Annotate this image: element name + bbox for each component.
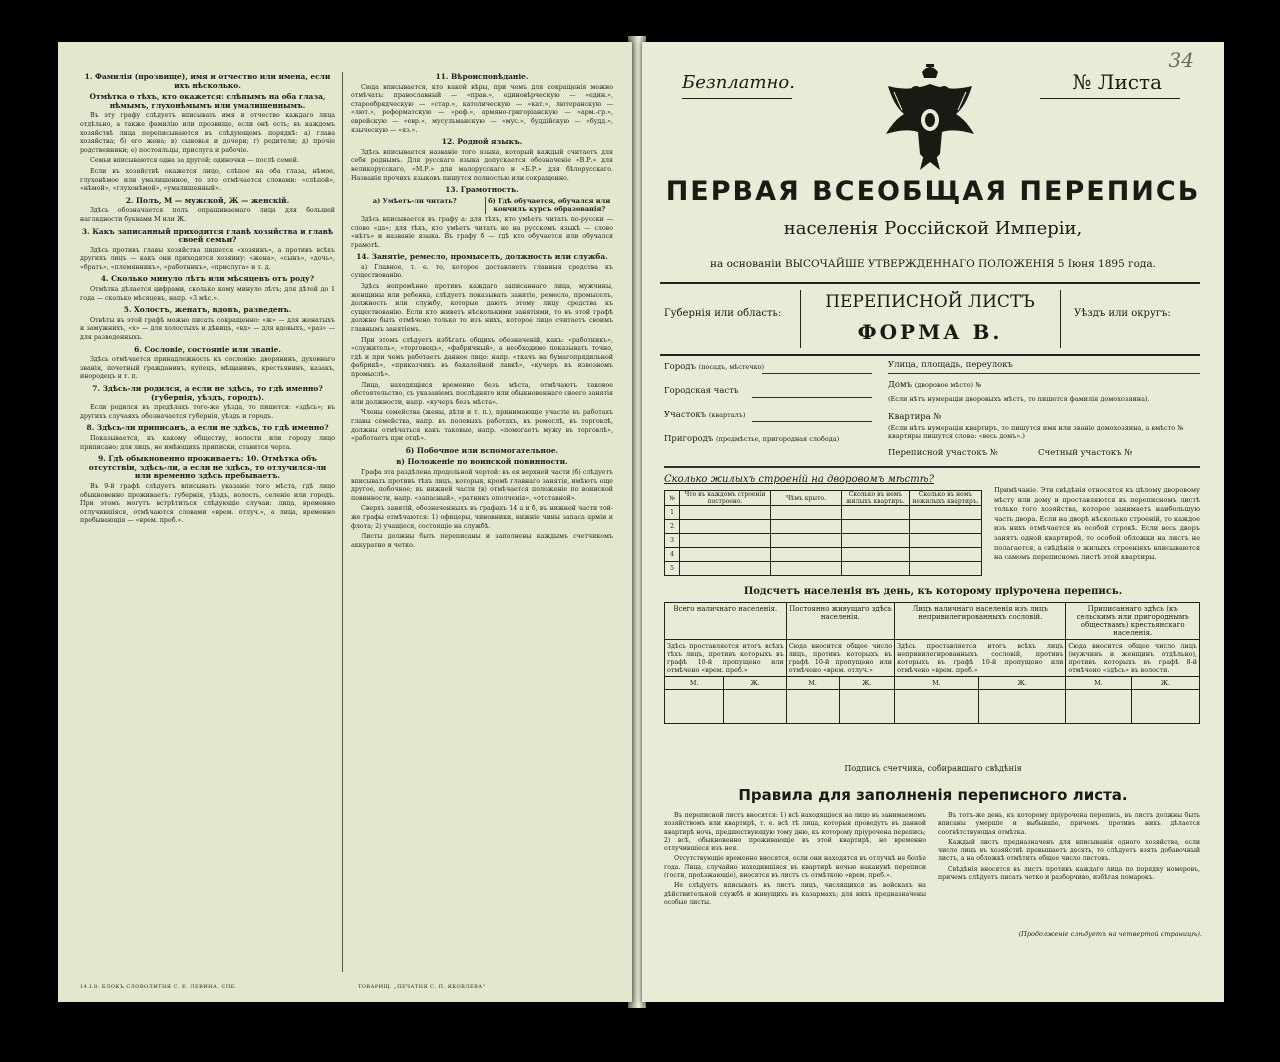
houses-table — [664, 490, 982, 576]
left-column-1 — [80, 70, 335, 528]
male-header: М. — [895, 677, 979, 690]
counting-district-label: Счетный участокъ № — [1038, 448, 1133, 458]
divider — [1040, 98, 1180, 99]
census-district-label: Переписной участокъ № — [888, 448, 998, 458]
printer-imprint-left: 14.I.8. БЛОКЪ СЛОВОЛИТНЯ С. Е. ЛЕВИНА, СПБ. — [80, 984, 237, 990]
male-header: М. — [665, 677, 724, 690]
literacy-subheadings — [351, 197, 613, 214]
imperial-eagle-emblem-icon — [880, 62, 980, 174]
column-header: Приписаннаго здѣсь (къ сельскимъ или пригороднымъ обществамъ) крестьянскаго населенія. — [1066, 603, 1200, 640]
table-row — [665, 640, 1200, 677]
male-header: М. — [786, 677, 839, 690]
table-cell[interactable] — [724, 690, 786, 724]
table-row[interactable] — [665, 548, 982, 562]
houses-table-title: Сколько жилыхъ строеній на дворовомъ мѣстѣ? — [664, 474, 934, 485]
female-header: Ж. — [724, 677, 786, 690]
quarter-hint: (кварталъ) — [708, 411, 746, 419]
counting-district-field[interactable] — [1038, 448, 1132, 458]
column-header: Сколько въ немъ жилыхъ квартиръ. — [842, 491, 910, 506]
paragraph: Листы должны быть переписаны и заполнены каждымъ счетчикомъ аккуратно и четко. — [351, 533, 613, 549]
city-part-label: Городская часть — [664, 386, 739, 396]
paragraph: Сюда вписывается, кто какой вѣры, при чемъ для сокращенія можно отмѣчать: православный — «прав.», единовѣрческую — «един.», старообрядческую — «стар.», католическую — «кат.», лютеранскую — «лют.», реформатскую — «реф.», армяно-григоріанскую — «арм.-гр.», еврейскую — «евр.», мусульманскую — «мус.», буддійскую — «будд.», языческую — «яз.». — [351, 83, 613, 134]
row-number: 5 — [665, 562, 680, 576]
quarter-label: Участокъ — [664, 410, 707, 420]
right-page — [642, 42, 1224, 1002]
table-cell[interactable] — [665, 690, 724, 724]
underline — [762, 373, 872, 374]
paragraph: Въ эту графу слѣдуетъ вписывать имя и отчество каждаго лица отдѣльно, а также фамилію или прозвище, если онѣ есть; въ каждомъ хозяйствѣ лица переписываются въ слѣдующемъ порядкѣ: а) глава хозяйства; б) его жена; в) сыновья и дочери; г) родители; д) прочіе родственники; е) постояльцы, прислуга и рабочіе. — [80, 112, 335, 154]
row-number: 1 — [665, 506, 680, 520]
section-heading: 12. Родной языкъ. — [441, 137, 523, 147]
table-header-row — [665, 603, 1200, 640]
column-header: Что въ каждомъ строеніи построено. — [680, 491, 771, 506]
column-description: Сюда вносится общее число лицъ (мужчинъ и женщинъ отдѣльно), противъ которыхъ въ графѣ 8-й отмѣчено «здѣсь» въ волости. — [1066, 640, 1200, 677]
census-title: ПЕРВАЯ ВСЕОБЩАЯ ПЕРЕПИСЬ — [665, 176, 1201, 207]
underline — [752, 397, 872, 398]
house-note-field — [888, 394, 1200, 404]
houses-note: Примѣчаніе. Эти свѣдѣнія относятся къ цѣлому дворовому мѣсту или дому и проставляются въ переписномъ листѣ только того хозяйства, которое занимаетъ наибольшую часть двора. Если на дворѣ нѣсколько строеній, то каждое изъ нихъ отмѣчается въ особой строкѣ. Если весь дворъ занятъ одной квартирой, то особой обложки на листъ не полагается, а свѣдѣнія о жилыхъ строеніяхъ вписываются на самомъ переписномъ листѣ этой квартиры. — [994, 486, 1200, 562]
apartment-label: Квартира № — [888, 412, 942, 422]
paragraph: Если родился въ предѣлахъ того-же уѣзда, то пишется: «здѣсь»; въ другихъ случаяхъ обозначается губернія, уѣздъ и городъ. — [80, 404, 335, 420]
form-letter: ФОРМА В. — [857, 320, 1003, 344]
province-label: Губернія или область: — [664, 308, 782, 319]
table-row[interactable] — [665, 534, 982, 548]
table-row[interactable] — [665, 506, 982, 520]
table-row[interactable] — [665, 690, 1200, 724]
table-cell[interactable] — [839, 690, 894, 724]
table-row[interactable] — [665, 562, 982, 576]
street-field[interactable] — [888, 360, 1013, 370]
town-field[interactable] — [664, 362, 764, 372]
table-header-row — [665, 491, 982, 506]
divider — [800, 290, 801, 348]
column-header: № — [665, 491, 680, 506]
paragraph: Здѣсь обозначается полъ опрашиваемаго лица для большей наглядности буквами М или Ж. — [80, 207, 335, 223]
suburb-hint: (предмѣстье, пригородная слобода) — [716, 435, 840, 443]
paragraph: Каждый листъ предназначенъ для вписыванія одного хозяйства, если число лицъ въ хозяйствѣ превышаетъ десять, то слѣдуетъ взять добавочный листъ, а на обложкѣ отмѣтить общее число листовъ. — [938, 838, 1200, 863]
rules-title: Правила для заполненія переписного листа. — [738, 786, 1128, 804]
section-heading: б) Побочное или вспомогательное. — [405, 445, 559, 455]
paragraph: Свѣдѣнія вносятся въ листъ противъ каждаго лица по порядку номеровъ, причемъ слѣдуетъ писать четко и разборчиво, избѣгая помарокъ. — [938, 865, 1200, 882]
street-label: Улица, площадь, переулокъ — [888, 360, 1013, 370]
paragraph: Въ переписной листъ вносятся: 1) всѣ находящіеся на лицо въ занимаемомъ хозяйствомъ или квартирѣ, т. е. всѣ тѣ лица, которыя проведутъ въ данной квартирѣ ночь, предшествующую тому дню, къ которому пріурочена перепись; 2) всѣ, обыкновенно проживающіе въ этой квартирѣ, но временно отлучившіеся изъ нея. — [664, 812, 926, 853]
apartment-note-field — [888, 424, 1200, 440]
table-cell[interactable] — [895, 690, 979, 724]
section-subheading: Отмѣтка о тѣхъ, кто окажется: слѣпымъ на оба глаза, нѣмымъ, глухонѣмымъ или умалишеннымъ. — [89, 92, 326, 110]
paragraph: Показывается, къ какому обществу, волости или городу лицо приписано; для лицъ, не имѣющихъ приписки, ставится черта. — [80, 434, 335, 451]
column-header: Чѣмъ крыто. — [771, 491, 842, 506]
paragraph: Сверхъ занятій, обозначенныхъ въ графахъ 14 а и б, въ нижней части той-же графы отмѣчаются: 1) офицеры, чиновники, нижніе чины запаса армiи и флота; 2) учащіеся, состоящіе на службѣ. — [351, 505, 613, 530]
printer-imprint-right: ТОВАРИЩ. „ПЕЧАТНЯ С. П. ЯКОВЛЕВА" — [358, 984, 486, 990]
section-heading: 7. Здѣсь-ли родился, а если не здѣсь, то гдѣ именно? (губернія, уѣздъ, городъ). — [92, 384, 323, 402]
paragraph: Графа эта раздѣлена продольной чертой: въ ея верхней части (б) слѣдуетъ вписывать противъ тѣхъ лицъ, которыя, кромѣ главнаго занятія, имѣютъ еще другое, побочное; въ нижней части (в) отмѣчается положеніе по воинской повинности, напр. «запасный», «ратникъ ополченія», «отставной». — [351, 468, 613, 502]
table-cell[interactable] — [978, 690, 1066, 724]
female-header: Ж. — [839, 677, 894, 690]
census-subtitle: населенія Россійской Имперіи, — [783, 218, 1083, 239]
counter-signature-label: Подпись счетчика, собиравшаго свѣдѣнія — [844, 764, 1022, 773]
paragraph: Если въ хозяйствѣ окажется лицо, слѣпое на оба глаза, нѣмое, глухонѣмое или умалишенное, то это отмѣчается словами: «слѣпой», «нѣмой», «глухонѣмой», «умалишенный». — [80, 167, 335, 193]
paragraph: Здѣсь вписывается въ графу а: для тѣхъ, кто умѣетъ читать по-русски — слово «да»; для тѣхъ, кто умѣетъ читать не на русскомъ языкѣ — слово «нѣтъ» и названіе языка. Въ графу б — гдѣ кто обучается или обучался грамотѣ. — [351, 215, 613, 249]
male-header: М. — [1066, 677, 1131, 690]
paragraph: Лица, находящіяся временно безъ мѣста, отмѣчаютъ таковое обстоятельство, съ указаніемъ послѣдняго или обыкновеннаго своего занятія или должности, напр. «кучеръ безъ мѣста». — [351, 381, 613, 406]
house-note: (Если нѣтъ нумераціи дворовыхъ мѣстъ, то пишется фамилія домохозяина). — [888, 395, 1150, 403]
table-row — [665, 677, 1200, 690]
house-field[interactable] — [888, 380, 981, 390]
section-heading: 1. Фамилія (прозвище), имя и отчество или имена, если ихъ нѣсколько. — [84, 72, 331, 90]
section-heading: 2. Полъ, М — мужской, Ж — женскій. — [125, 195, 290, 205]
divider — [1060, 290, 1061, 348]
column-description: Здѣсь проставляется итогъ всѣхъ тѣхъ лицъ, противъ которыхъ въ графѣ 10-й пропущено или отмѣчено «врем. преб.» — [665, 640, 787, 677]
divider — [664, 466, 1200, 468]
divider — [682, 98, 792, 99]
paragraph: Здѣсь вписывается названіе того языка, который каждый считаетъ для себя роднымъ. Для русскаго языка допускается обозначеніе «В.Р.» для великорусскаго, «М.Р.» для малорусскаго и «Б.Р.» для бѣлорусскаго. Названія прочихъ языковъ пишутся полностью или сокращенно. — [351, 148, 613, 182]
paragraph: Въ 9-й графѣ слѣдуетъ вписывать указаніе того мѣста, гдѣ лицо обыкновенно проживаетъ: губернія, уѣздъ, волость, селеніе или городъ. При этомъ могутъ встрѣтиться слѣдующіе случаи: лица, временно отлучившіяся, отмѣчаются словами «врем. отлуч.», а лица, временно пребывающія — «врем. преб.». — [80, 482, 335, 525]
section-heading: 13. Грамотность. — [445, 185, 519, 195]
paragraph: Отвѣты въ этой графѣ можно писать сокращенно: «ж» — для женатыхъ и замужнихъ, «х» — для холостыхъ и дѣвицъ, «вд» — для вдовыхъ, «раз» — для разведенныхъ. — [80, 316, 335, 342]
form-header-box — [660, 282, 1200, 356]
continued-note: (Продолженіе слѣдуетъ на четвертой страницѣ). — [1018, 930, 1202, 938]
paragraph: Семьи вписываются одна за другой; одиночки — послѣ семей. — [90, 157, 299, 165]
paragraph: Здѣсь противъ главы хозяйства пишется «хозяинъ», а противъ всѣхъ другихъ лицъ — какъ они приходятся хозяину: «жена», «сынъ», «дочь», «братъ», «племянникъ», «работникъ», «прислуга» и т. д. — [80, 246, 335, 271]
column-header: Всего наличнаго населенія. — [665, 603, 787, 640]
suburb-label: Пригородъ — [664, 434, 714, 444]
table-cell[interactable] — [786, 690, 839, 724]
section-heading: 9. Гдѣ обыкновенно проживаетъ: 10. Отмѣтка объ отсутствіи, здѣсь-ли, а если не здѣсь, то отлучился-ли или временно здѣсь пребываетъ. — [88, 454, 327, 481]
section-heading: 11. Вѣроисповѣданіе. — [435, 72, 529, 81]
left-page — [58, 42, 632, 1002]
column-description: Здѣсь проставляется итогъ всѣхъ лицъ непривилегированныхъ сословій, противъ которыхъ въ графѣ 10-й пропущено или отмѣчено «врем. преб.» — [895, 640, 1066, 677]
section-heading: в) Положеніе по воинской повинности. — [396, 457, 568, 467]
section-heading: 8. Здѣсь-ли приписанъ, а если не здѣсь, то гдѣ именно? — [86, 423, 329, 433]
legal-basis: на основаніи ВЫСОЧАЙШЕ УТВЕРЖДЕННАГО ПОЛОЖЕНІЯ 5 Іюня 1895 года. — [709, 258, 1156, 270]
population-table-title: Подсчетъ населенія въ день, къ которому пріурочена перепись. — [743, 586, 1123, 597]
paragraph: При этомъ слѣдуетъ избѣгать общихъ обозначеній, какъ: «работникъ», «служитель», «торговецъ», «фабричный», а необходимо показывать точно, гдѣ и при чемъ работаетъ данное лицо: напр. «ткачъ на бумагопрядильной фабрикѣ», «приказчикъ въ бакалейной лавкѣ», «кучеръ въ извозномъ промыслѣ». — [351, 336, 613, 378]
paragraph: а) Главное, т. е. то, которое доставляетъ главныя средства къ существованію. — [351, 263, 613, 280]
section-heading: 6. Сословіе, состояніе или званіе. — [134, 344, 281, 354]
sheet-number-label: № Листа — [1072, 70, 1162, 94]
column-description: Сюда вносится общее число лицъ, противъ которыхъ въ графѣ 10-й пропущено или отмѣчено «врем. отлуч.» — [786, 640, 894, 677]
census-district-field[interactable] — [888, 448, 998, 458]
literacy-question-a: а) Умѣетъ-ли читать? — [372, 196, 457, 205]
female-header: Ж. — [978, 677, 1066, 690]
column-header: Лицъ наличнаго населенія изъ лицъ непривилегированныхъ сословій. — [895, 603, 1066, 640]
house-label: Домъ — [888, 380, 913, 390]
underline — [752, 421, 872, 422]
row-number: 3 — [665, 534, 680, 548]
table-cell[interactable] — [1131, 690, 1199, 724]
row-number: 2 — [665, 520, 680, 534]
uezd-label: Уѣздъ или округъ: — [1074, 308, 1171, 319]
apartment-note: (Если нѣтъ нумераціи квартиръ, то пишутся имя или званіе домохозяина, а вмѣсто № квартиры пишутся слова: «весь домъ».) — [888, 424, 1184, 440]
quarter-field[interactable] — [664, 410, 745, 420]
column-header: Постоянно живущаго здѣсь населенія. — [786, 603, 894, 640]
handwritten-number: 34 — [1168, 48, 1194, 72]
literacy-question-b: б) Гдѣ обучается, обучался или кончилъ курсъ образованія? — [485, 197, 614, 214]
section-heading: 14. Занятіе, ремесло, промыселъ, должность или служба. — [356, 252, 608, 262]
column-divider — [342, 72, 343, 972]
female-header: Ж. — [1131, 677, 1199, 690]
section-heading: 5. Холостъ, женатъ, вдовъ, разведенъ. — [123, 305, 292, 315]
paragraph: Не слѣдуетъ вписывать въ листъ лицъ, числящихся въ войскахъ на дѣйствительной службѣ и живущихъ въ казармахъ; для нихъ предназначены особые листы. — [664, 882, 926, 906]
left-column-2 — [351, 70, 613, 552]
row-number: 4 — [665, 548, 680, 562]
paragraph: Члены семейства (жены, дѣти и т. п.), принимающіе участіе въ работахъ главы семейства, напр. въ полевыхъ работахъ, въ ремеслѣ, въ торговлѣ, должны отмѣчаться какъ таковые, напр. «помогаетъ мужу въ торговлѣ», «работаетъ при отцѣ». — [351, 409, 613, 443]
section-heading: 4. Сколько минуло лѣтъ или мѣсяцевъ отъ роду? — [100, 274, 315, 284]
rules-column-1 — [664, 812, 926, 909]
paragraph: Отмѣтка дѣлается цифрами, сколько кому минуло лѣтъ; для дѣтей до 1 года — сколько мѣсяцевъ, напр. «3 мѣс.». — [80, 286, 335, 302]
section-heading: 3. Какъ записанный приходится главѣ хозяйства и главѣ своей семьи? — [81, 226, 334, 245]
paragraph: Отсутствующіе временно вносятся, если они находятся въ отлучкѣ не болѣе года. Лица, случайно находившіяся въ квартирѣ ночью наканунѣ переписи (гости, проѣзжающіе), вносятся въ листъ съ отмѣткою «врем. преб.». — [664, 855, 926, 880]
free-label: Безплатно. — [682, 72, 795, 93]
suburb-field[interactable] — [664, 434, 839, 444]
population-table — [664, 602, 1200, 724]
rules-column-2 — [938, 812, 1200, 884]
table-row[interactable] — [665, 520, 982, 534]
house-hint: (дворовое мѣсто) № — [914, 381, 982, 389]
paragraph: Здѣсь непремѣнно противъ каждаго записаннаго лица, мужчины, женщины или ребенка, слѣдуетъ показывать занятіе, ремесло, промыселъ, должность или службу, которые даютъ этому лицу средства къ существованію. Если кто живетъ нѣсколькими занятіями, то въ этой графѣ должно быть отмѣчено только то изъ нихъ, которое лицо считаетъ своимъ главнымъ занятіемъ. — [351, 283, 613, 334]
town-label: Городъ — [664, 362, 696, 372]
table-cell[interactable] — [1066, 690, 1131, 724]
form-title: ПЕРЕПИСНОЙ ЛИСТЪ — [825, 292, 1035, 312]
city-part-field[interactable] — [664, 386, 739, 396]
apartment-field[interactable] — [888, 412, 942, 422]
paragraph: Здѣсь отмѣчается принадлежность къ сословію: дворянинъ, духовнаго званія, почетный гражданинъ, купецъ, мѣщанинъ, крестьянинъ, казакъ, инородецъ и т. п. — [80, 356, 335, 381]
underline — [888, 373, 1200, 374]
column-header: Сколько въ немъ нежилыхъ квартиръ. — [909, 491, 981, 506]
paragraph: Въ тотъ-же день, къ которому пріурочена перепись, въ листъ должны быть вписаны умершіе и выбывшіе, причемъ противъ нихъ дѣлается соотвѣтствующая отмѣтка. — [938, 812, 1200, 836]
town-hint: (посадъ, мѣстечко) — [698, 363, 765, 371]
